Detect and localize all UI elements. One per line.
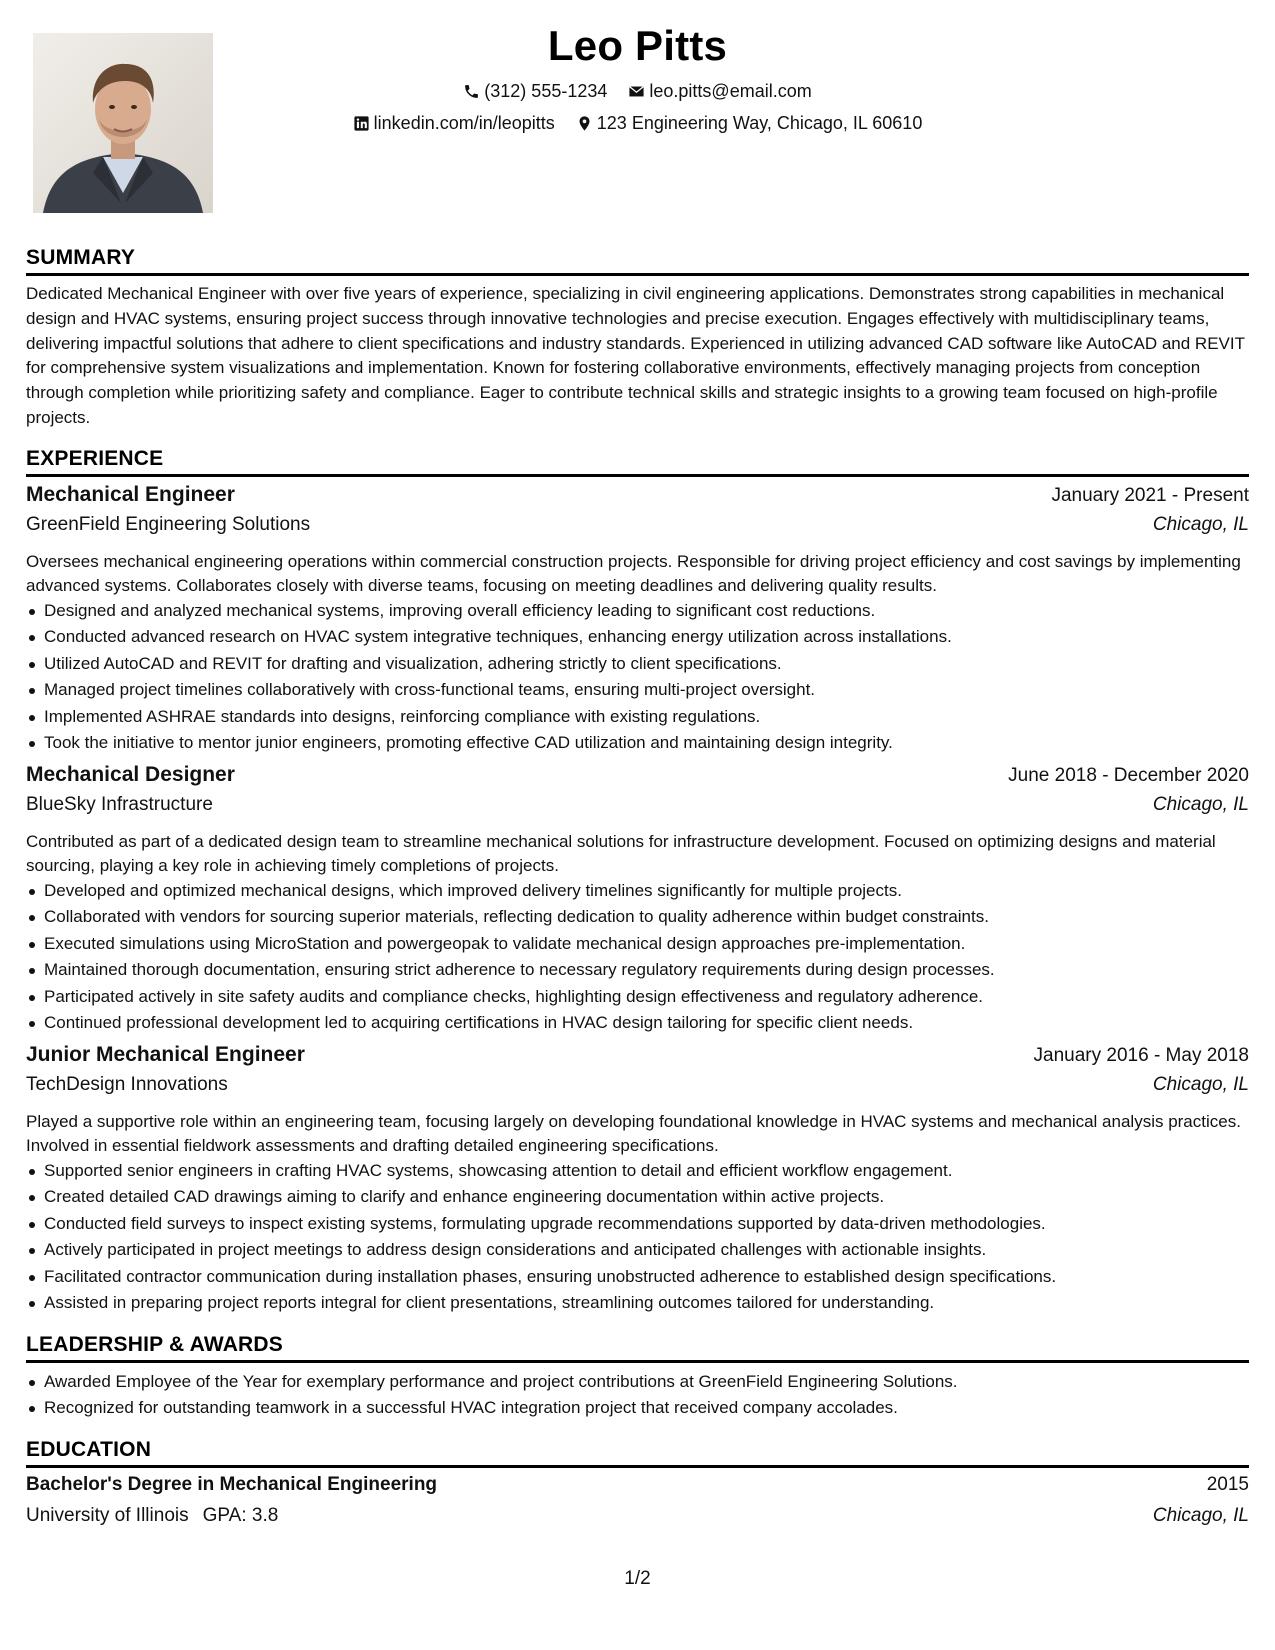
page-number: 1/2: [624, 1568, 651, 1589]
list-item: Managed project timelines collaboratively with cross-functional teams, ensuring multi-project oversight.: [26, 677, 1249, 704]
job-bullets: [26, 878, 1249, 1037]
leadership-bullets: [26, 1369, 1249, 1422]
phone-icon: [463, 83, 480, 100]
contact-email[interactable]: [628, 81, 811, 102]
education-section: [26, 1438, 1249, 1535]
education-school-line: [26, 1505, 278, 1527]
contact-address: [576, 113, 923, 134]
summary-heading: SUMMARY: [26, 246, 1249, 276]
linkedin-text: linkedin.com/in/leopitts: [373, 113, 555, 133]
list-item: Participated actively in site safety audits and compliance checks, highlighting design effectiveness and regulatory adherence.: [26, 984, 1249, 1011]
job-description: Oversees mechanical engineering operations within commercial construction projects. Responsible for driving project efficiency and cost savings by implementing advanced systems. Collaborates closely with diverse teams, focusing on meeting deadlines and delivering quality results.: [26, 551, 1241, 595]
job-location: Chicago, IL: [1152, 793, 1249, 815]
job-location: Chicago, IL: [1152, 1073, 1249, 1095]
address-text: 123 Engineering Way, Chicago, IL 60610: [596, 113, 923, 133]
experience-heading: EXPERIENCE: [26, 447, 1249, 477]
phone-text: (312) 555-1234: [484, 81, 608, 101]
summary-section: [26, 246, 1249, 431]
list-item: Supported senior engineers in crafting HVAC systems, showcasing attention to detail and efficient workflow engagement.: [26, 1158, 1249, 1185]
job-dates: January 2021 - Present: [1051, 484, 1249, 506]
job-entry: [26, 1043, 1249, 1317]
education-degree: Bachelor's Degree in Mechanical Engineering: [26, 1473, 438, 1495]
list-item: Maintained thorough documentation, ensuring strict adherence to necessary regulatory requirements during design processes.: [26, 957, 1249, 984]
job-description: Played a supportive role within an engineering team, focusing largely on developing foundational knowledge in HVAC systems and mechanical analysis practices. Involved in essential fieldwork assessments and drafting detailed engineering specifications.: [26, 1111, 1241, 1155]
job-title: Mechanical Designer: [26, 762, 235, 786]
experience-section: [26, 447, 1249, 1317]
job-bullets: [26, 1158, 1249, 1317]
list-item: Implemented ASHRAE standards into designs, reinforcing compliance with existing regulations.: [26, 704, 1249, 731]
candidate-name: Leo Pitts: [547, 22, 728, 69]
education-heading: EDUCATION: [26, 1438, 1249, 1468]
list-item: Collaborated with vendors for sourcing superior materials, reflecting dedication to quality adherence within budget constraints.: [26, 904, 1249, 931]
summary-text: Dedicated Mechanical Engineer with over five years of experience, specializing in civil engineering applications. Demonstrates strong capabilities in mechanical design and HVAC systems, ensuring project success through innovative technologies and precise execution. Engages effectively with multidisciplinary teams, delivering impactful solutions that adhere to client specifications and industry standards. Experienced in utilizing advanced CAD software like AutoCAD and REVIT for comprehensive system visualizations and implementation. Known for fostering collaborative environments, effectively managing projects from conception through completion while prioritizing safety and compliance. Eager to contribute technical skills and strategic insights to a growing team focused on high-profile projects.: [26, 284, 1245, 427]
job-company: TechDesign Innovations: [26, 1073, 228, 1095]
list-item: Awarded Employee of the Year for exemplary performance and project contributions at GreenField Engineering Solutions.: [26, 1369, 1249, 1396]
list-item: Actively participated in project meetings to address design considerations and anticipated challenges with actionable insights.: [26, 1237, 1249, 1264]
list-item: Continued professional development led to acquiring certifications in HVAC design tailoring for specific client needs.: [26, 1010, 1249, 1037]
job-entry: [26, 483, 1249, 757]
linkedin-icon: [353, 115, 370, 132]
leadership-section: [26, 1333, 1249, 1422]
resume-content: [26, 246, 1249, 1535]
list-item: Developed and optimized mechanical designs, which improved delivery timelines significantly for multiple projects.: [26, 878, 1249, 905]
email-text: leo.pitts@email.com: [649, 81, 812, 101]
education-year: 2015: [1206, 1473, 1249, 1495]
job-company: GreenField Engineering Solutions: [26, 513, 311, 535]
job-description: Contributed as part of a dedicated design team to streamline mechanical solutions for infrastructure development. Focused on optimizing designs and material sourcing, playing a key role in achieving timely completions of projects.: [26, 831, 1216, 875]
list-item: Conducted field surveys to inspect existing systems, formulating upgrade recommendations supported by data-driven methodologies.: [26, 1211, 1249, 1238]
list-item: Designed and analyzed mechanical systems, improving overall efficiency leading to significant cost reductions.: [26, 598, 1249, 625]
list-item: Executed simulations using MicroStation and powergeopak to validate mechanical design approaches pre-implementation.: [26, 931, 1249, 958]
list-item: Recognized for outstanding teamwork in a successful HVAC integration project that received company accolades.: [26, 1395, 1249, 1422]
contact-linkedin[interactable]: [353, 113, 555, 134]
job-entry: [26, 763, 1249, 1037]
job-company: BlueSky Infrastructure: [26, 793, 213, 815]
list-item: Facilitated contractor communication during installation phases, ensuring unobstructed adherence to established design specifications.: [26, 1264, 1249, 1291]
envelope-icon: [628, 83, 645, 100]
job-title: Mechanical Engineer: [26, 482, 235, 506]
job-title: Junior Mechanical Engineer: [26, 1042, 305, 1066]
job-location: Chicago, IL: [1152, 513, 1249, 535]
job-dates: January 2016 - May 2018: [1033, 1044, 1249, 1066]
map-pin-icon: [576, 115, 593, 132]
contact-phone[interactable]: [463, 81, 607, 102]
job-bullets: [26, 598, 1249, 757]
education-location: Chicago, IL: [1152, 1504, 1249, 1526]
list-item: Conducted advanced research on HVAC system integrative techniques, enhancing energy utilization across installations.: [26, 624, 1249, 651]
education-school: University of Illinois: [26, 1504, 189, 1526]
list-item: Took the initiative to mentor junior engineers, promoting effective CAD utilization and maintaining design integrity.: [26, 730, 1249, 757]
list-item: Assisted in preparing project reports integral for client presentations, streamlining outcomes tailored for understanding.: [26, 1290, 1249, 1317]
education-gpa: GPA: 3.8: [202, 1504, 279, 1526]
contact-line-1: [0, 81, 1275, 105]
job-dates: June 2018 - December 2020: [1008, 764, 1249, 786]
contact-line-2: [0, 113, 1275, 137]
list-item: Created detailed CAD drawings aiming to clarify and enhance engineering documentation within active projects.: [26, 1184, 1249, 1211]
list-item: Utilized AutoCAD and REVIT for drafting and visualization, adhering strictly to client specifications.: [26, 651, 1249, 678]
leadership-heading: LEADERSHIP & AWARDS: [26, 1333, 1249, 1363]
